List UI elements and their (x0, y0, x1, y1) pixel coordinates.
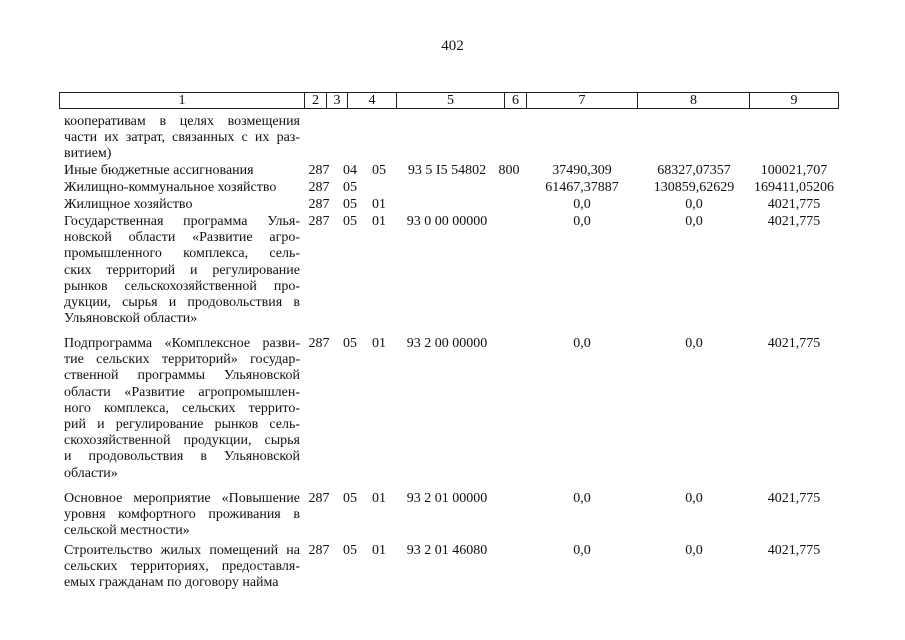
row-description (64, 336, 300, 482)
description-line: сельской местности» (64, 523, 190, 539)
description-line: Подпрограмма «Комплексное разви- (64, 336, 300, 351)
description-line: Основное мероприятие «Повышение (64, 491, 300, 506)
header-col-5: 5 (397, 93, 505, 108)
cell-col-5: 93 5 I5 54802 (407, 163, 487, 178)
cell-col-9: 4021,775 (767, 197, 821, 212)
cell-col-4: 01 (372, 197, 386, 212)
description-line: рынков сельскохозяйственной про- (64, 278, 300, 294)
cell-col-2: 287 (308, 491, 330, 506)
cell-col-4: 01 (372, 491, 386, 506)
row-description (64, 543, 300, 592)
header-col-1: 1 (60, 93, 305, 108)
cell-col-9: 4021,775 (767, 543, 821, 558)
description-line: тие сельских территорий» государ- (64, 352, 300, 368)
cell-col-8: 0,0 (685, 491, 703, 506)
description-line: промышленного комплекса, сель- (64, 246, 300, 262)
page-number: 402 (441, 38, 464, 54)
table-header-row (59, 92, 839, 109)
cell-col-3: 05 (343, 180, 357, 195)
row-description (64, 163, 300, 179)
description-line: Жилищное хозяйство (64, 197, 193, 212)
cell-col-4: 01 (372, 214, 386, 229)
cell-col-5: 93 2 01 00000 (406, 491, 488, 506)
description-line: уровня комфортного проживания в (64, 507, 300, 523)
cell-col-2: 287 (308, 180, 330, 195)
cell-col-6: 800 (498, 163, 520, 178)
description-line: сельских территориях, предоставля- (64, 559, 300, 575)
description-line: Иные бюджетные ассигнования (64, 163, 254, 178)
row-description (64, 114, 300, 163)
description-line: витием) (64, 146, 112, 162)
cell-col-2: 287 (308, 543, 330, 558)
cell-col-4: 05 (372, 163, 386, 178)
description-line: Ульяновской области» (64, 311, 198, 327)
description-line: части их затрат, связанных с их раз- (64, 130, 300, 146)
cell-col-5: 93 0 00 00000 (406, 214, 488, 229)
cell-col-9: 4021,775 (767, 214, 821, 229)
cell-col-8: 130859,62629 (653, 180, 735, 195)
cell-col-3: 04 (343, 163, 357, 178)
cell-col-9: 4021,775 (767, 336, 821, 351)
description-line: дукции, сырья и продовольствия в (64, 295, 300, 311)
header-col-7: 7 (527, 93, 638, 108)
cell-col-4: 01 (372, 336, 386, 351)
cell-col-7: 37490,309 (552, 163, 612, 178)
cell-col-7: 0,0 (573, 543, 591, 558)
cell-col-8: 68327,07357 (657, 163, 731, 178)
cell-col-7: 0,0 (573, 197, 591, 212)
cell-col-7: 0,0 (573, 214, 591, 229)
cell-col-2: 287 (308, 163, 330, 178)
cell-col-2: 287 (308, 336, 330, 351)
cell-col-9: 100021,707 (760, 163, 828, 178)
cell-col-5: 93 2 01 46080 (406, 543, 488, 558)
row-description (64, 197, 300, 213)
cell-col-8: 0,0 (685, 197, 703, 212)
cell-col-2: 287 (308, 214, 330, 229)
row-description (64, 491, 300, 540)
description-line: ного комплекса, сельских террито- (64, 400, 300, 416)
description-line: области» (64, 465, 118, 481)
row-description (64, 180, 300, 196)
cell-col-3: 05 (343, 197, 357, 212)
description-line: и продовольствия в Ульяновской (64, 449, 300, 465)
cell-col-5: 93 2 00 00000 (406, 336, 488, 351)
description-line: новской области «Развитие агро- (64, 230, 300, 246)
header-col-6: 6 (505, 93, 527, 108)
cell-col-9: 4021,775 (767, 491, 821, 506)
cell-col-8: 0,0 (685, 214, 703, 229)
description-line: Строительство жилых помещений на (64, 543, 300, 558)
cell-col-9: 169411,05206 (754, 180, 834, 195)
header-col-4: 4 (348, 93, 397, 108)
description-line: Государственная программа Улья- (64, 214, 300, 229)
header-col-8: 8 (638, 93, 750, 108)
description-line: ских территорий и регулирование (64, 262, 300, 278)
cell-col-3: 05 (343, 543, 357, 558)
cell-col-7: 0,0 (573, 336, 591, 351)
cell-col-8: 0,0 (685, 543, 703, 558)
cell-col-7: 61467,37887 (545, 180, 619, 195)
cell-col-7: 0,0 (573, 491, 591, 506)
description-line: скохозяйственной продукции, сырья (64, 433, 300, 449)
description-line: рий и регулирование рынков сель- (64, 417, 300, 433)
cell-col-2: 287 (308, 197, 330, 212)
row-description (64, 214, 300, 327)
description-line: области «Развитие агропромышлен- (64, 384, 300, 400)
header-col-9: 9 (790, 93, 798, 108)
description-line: ственной программы Ульяновской (64, 368, 300, 384)
description-line: кооперативам в целях возмещения (64, 114, 300, 129)
cell-col-8: 0,0 (685, 336, 703, 351)
cell-col-3: 05 (343, 336, 357, 351)
cell-col-3: 05 (343, 214, 357, 229)
description-line: Жилищно-коммунальное хозяйство (64, 180, 277, 195)
header-col-3: 3 (327, 93, 348, 108)
cell-col-3: 05 (343, 491, 357, 506)
header-col-2: 2 (305, 93, 327, 108)
cell-col-4: 01 (372, 543, 386, 558)
description-line: емых гражданам по договору найма (64, 575, 279, 591)
